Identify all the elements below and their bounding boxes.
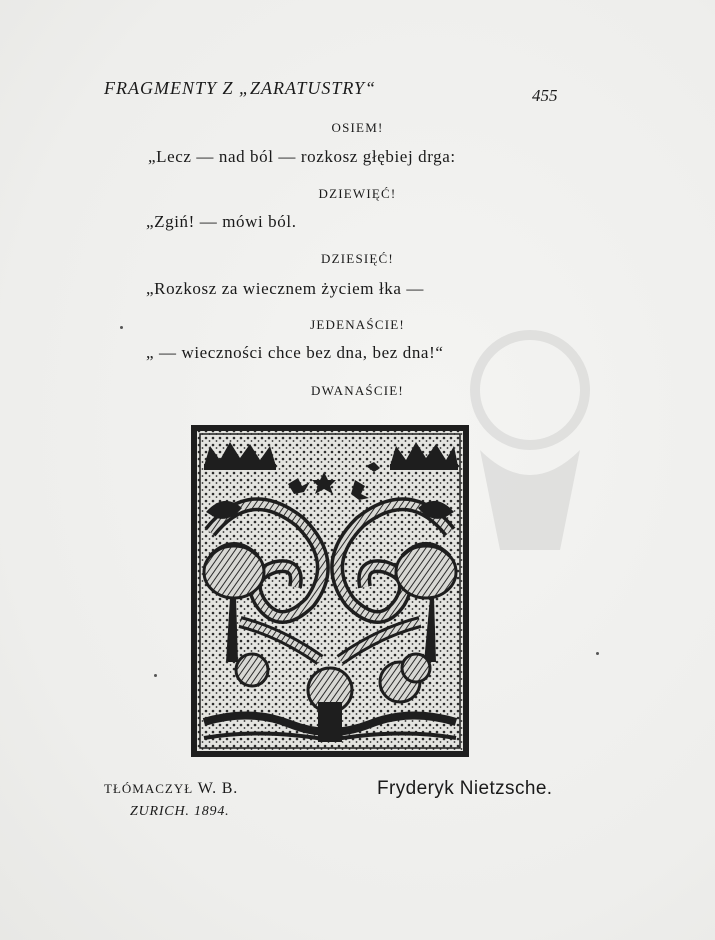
woodcut-ornament-illustration <box>190 422 470 758</box>
verse-line-2: „Zgiń! — mówi ból. <box>146 212 297 231</box>
paper-speck <box>120 326 123 329</box>
verse-line-1: „Lecz — nad ból — rozkosz głębiej drga: <box>148 147 456 166</box>
verse-line-3: „Rozkosz za wiecznem życiem łka — <box>146 279 424 298</box>
paper-speck <box>154 674 157 677</box>
author-signature: Fryderyk Nietzsche. <box>377 778 553 799</box>
count-label-osiem: OSIEM! <box>331 120 384 135</box>
page-number: 455 <box>532 86 558 105</box>
paper-speck <box>596 652 599 655</box>
translator-prefix: TŁÓMACZYŁ <box>104 781 194 796</box>
translator-credit <box>104 780 238 798</box>
count-label-dwanascie: DWANAŚCIE! <box>311 383 404 398</box>
verse-line-4: „ — wieczności chce bez dna, bez dna!“ <box>146 343 444 362</box>
count-label-dziewiec: DZIEWIĘĆ! <box>318 186 397 201</box>
translator-initials: W. B. <box>197 780 238 797</box>
place-and-date: ZURICH. 1894. <box>130 804 230 819</box>
count-label-jedenascie: JEDENAŚCIE! <box>310 317 405 332</box>
count-label-dziesiec: DZIESIĘĆ! <box>321 251 394 266</box>
running-header-title: FRAGMENTY Z „ZARATUSTRY“ <box>104 78 377 98</box>
